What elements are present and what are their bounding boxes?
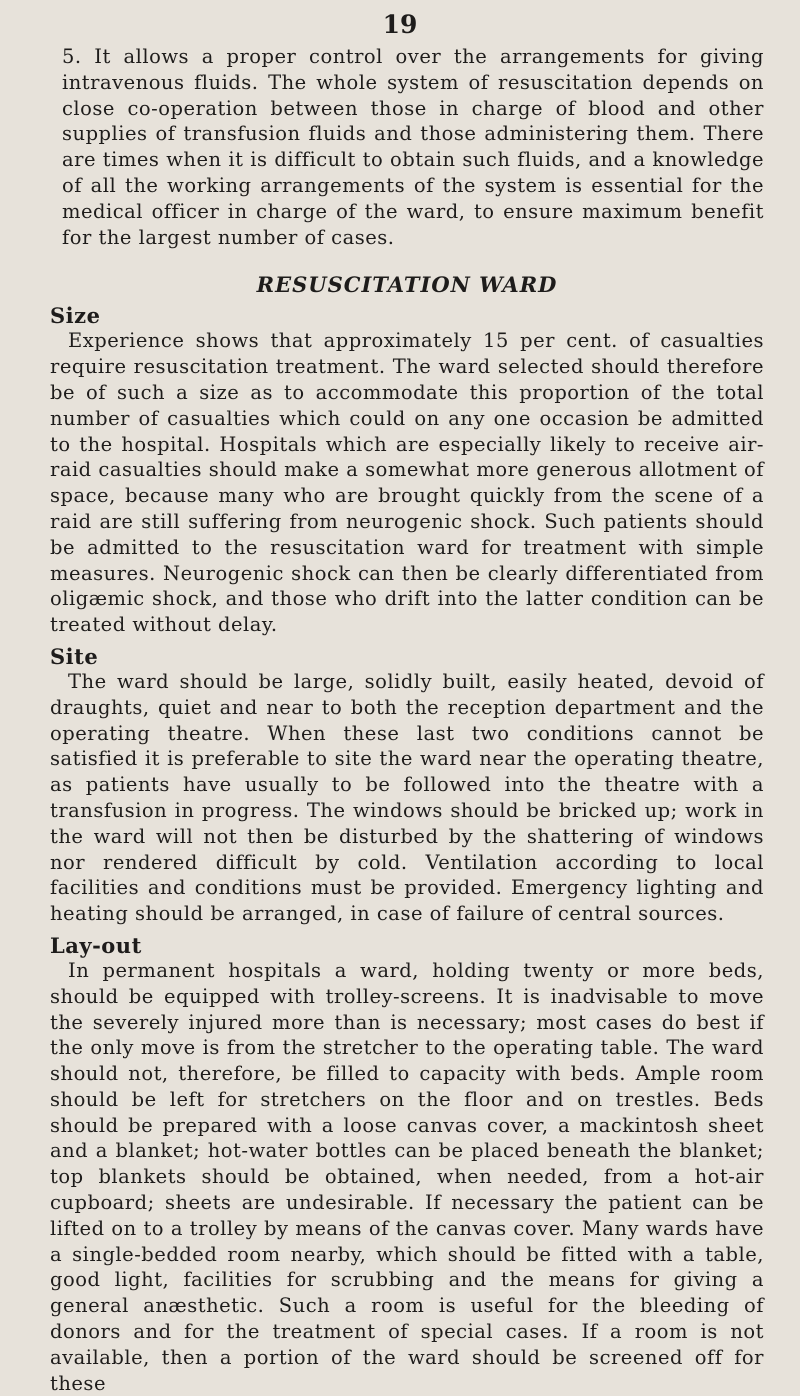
page-number: 19 (382, 10, 418, 39)
layout-paragraph: In permanent hospitals a ward, holding twenty or more beds, should be equipped with trolley-screens. It is inadvisable to move the severely injured more than is necessary; most cases do best if the only move is from the stretcher to the operating table. The ward should not, therefore, be filled to capacity with beds. Ample room should be left for stretchers on the floor and on trestles. Beds should be prepared with a loose canvas cover, a mackintosh sheet and a blanket; hot-water bottles can be placed beneath the blanket; top blankets should be obtained, when needed, from a hot-air cupboard; sheets are undesirable. If necessary the patient can be lifted on to a trolley by means of the canvas cover. Many wards have a single-bedded room nearby, which should be fitted with a table, good light, facilities for scrubbing and the means for giving a general anæsthetic. Such a room is useful for the bleeding of donors and for the treatment of special cases. If a room is not available, then a portion of the ward should be screened off for these (50, 958, 764, 1395)
intro-paragraph: 5. It allows a proper control over the arrangements for giving intravenous fluids. The whole system of resuscitation depends on close co-operation between those in charge of blood and other supplies of transfusion fluids and those administering them. There are times when it is difficult to obtain such fluids, and a knowledge of all the working arrangements of the system is essential for the medical officer in charge of the ward, to ensure maximum benefit for the largest number of cases. (62, 45, 764, 249)
site-heading: Site (50, 643, 99, 669)
site-paragraph: The ward should be large, solidly built, easily heated, devoid of draughts, quiet and near to both the reception department and the operating theatre. When these last two conditions cannot be satisfied it is preferable to site the ward near the operating theatre, as patients have usually to be followed into the theatre with a transfusion in progress. The windows should be bricked up; work in the ward will not then be disturbed by the shattering of windows nor rendered difficult by cold. Ventilation according to local facilities and conditions must be provided. Emergency lighting and heating should be arranged, in case of failure of central sources. (50, 669, 764, 926)
section-title: RESUSCITATION WARD (256, 272, 558, 298)
size-heading: Size (50, 303, 101, 329)
size-paragraph: Experience shows that approximately 15 per cent. of casualties require resuscitation treatment. The ward selected should therefore be of such a size as to accommodate this proportion of the total number of casualties which could on any one occasion be admitted to the hospital. Hospitals which are especially likely to receive air-raid casualties should make a somewhat more generous allotment of space, because many who are brought quickly from the scene of a raid are still suffering from neurogenic shock. Such patients should be admitted to the resuscitation ward for treatment with simple measures. Neurogenic shock can then be clearly differentiated from oligæmic shock, and those who drift into the latter condition can be treated without delay. (50, 329, 764, 637)
layout-heading: Lay-out (50, 932, 142, 958)
